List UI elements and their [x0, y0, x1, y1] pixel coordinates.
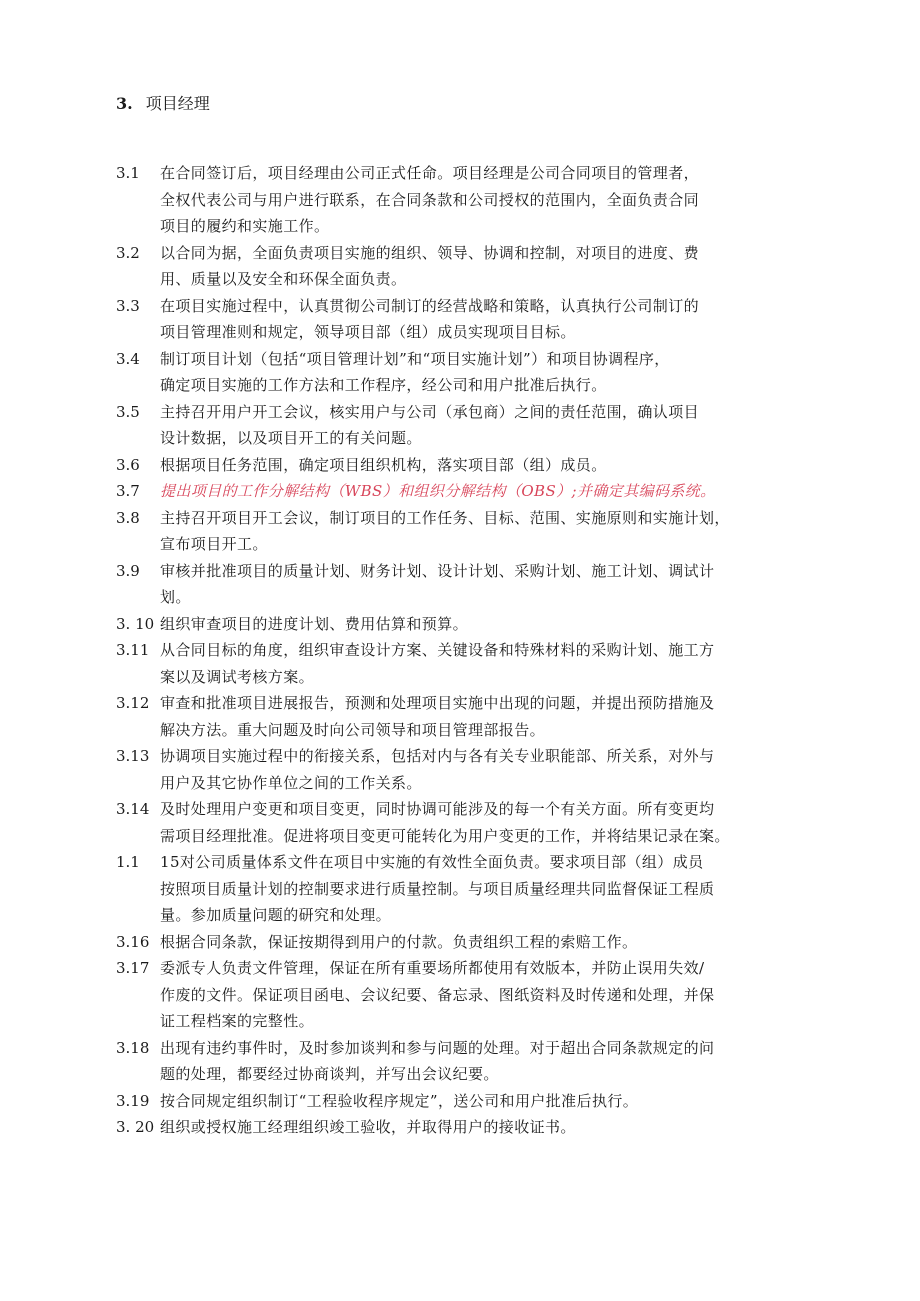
- item-text-line: 需项目经理批准。促进将项目变更可能转化为用户变更的工作，并将结果记录在案。: [160, 826, 730, 845]
- item-text-line: 审查和批准项目进展报告，预测和处理项目实施中出现的问题，并提出预防措施及: [160, 694, 715, 712]
- item-text-line: 解决方法。重大问题及时向公司领导和项目管理部报告。: [160, 720, 546, 739]
- duty-list: [116, 160, 826, 1141]
- item-number: 3.4: [116, 349, 140, 368]
- item-text-line: 出现有违约事件时，及时参加谈判和参与问题的处理。对于超出合同条款规定的问: [160, 1038, 715, 1057]
- item-text-line: 用、质量以及安全和环保全面负责。: [160, 270, 407, 288]
- item-text-line: 宣布项目开工。: [160, 535, 268, 553]
- item-text-line: 按照项目质量计划的控制要求进行质量控制。与项目质量经理共同监督保证工程质: [160, 879, 715, 898]
- list-item: [116, 558, 826, 611]
- item-number: 3.3: [116, 296, 140, 315]
- list-item: [116, 690, 826, 743]
- item-text-line: 根据项目任务范围，确定项目组织机构，落实项目部（组）成员。: [160, 455, 607, 474]
- list-item: [116, 1114, 826, 1141]
- item-text-line: 15对公司质量体系文件在项目中实施的有效性全面负责。要求项目部（组）成员: [160, 853, 704, 871]
- item-text-line: 从合同目标的角度，组织审查设计方案、关键设备和特殊材料的采购计划、施工方: [160, 641, 715, 659]
- list-item: [116, 452, 826, 479]
- item-text-line: 根据合同条款，保证按期得到用户的付款。负责组织工程的索赔工作。: [160, 932, 638, 951]
- list-item: [116, 637, 826, 690]
- list-item: [116, 240, 826, 293]
- list-item: [116, 346, 826, 399]
- item-text-line: 全权代表公司与用户进行联系，在合同条款和公司授权的范围内，全面负责合同: [160, 190, 700, 209]
- item-number: 3.13: [116, 747, 150, 765]
- list-item: [116, 160, 826, 240]
- item-number: 3. 10: [116, 614, 155, 633]
- list-item: [116, 1088, 826, 1115]
- list-item: [116, 611, 826, 638]
- item-text-line: 组织或授权施工经理组织竣工验收，并取得用户的接收证书。: [160, 1118, 576, 1136]
- list-item: [116, 849, 826, 929]
- item-text-line: 案以及调试考核方案。: [160, 667, 315, 686]
- item-text-line: 项目管理准则和规定，领导项目部（组）成员实现项目目标。: [160, 323, 576, 341]
- list-item: [116, 955, 826, 1035]
- item-text-line: 用户及其它协作单位之间的工作关系。: [160, 773, 422, 792]
- item-number: 3.5: [116, 402, 140, 421]
- list-item: [116, 796, 826, 849]
- item-text-line: 设计数据，以及项目开工的有关问题。: [160, 429, 422, 447]
- item-text-line: 证工程档案的完整性。: [160, 1012, 315, 1030]
- item-text-line: 协调项目实施过程中的衔接关系，包括对内与各有关专业职能部、所关系，对外与: [160, 747, 715, 765]
- item-text-line: 题的处理，都要经过协商谈判，并写出会议纪要。: [160, 1065, 499, 1083]
- list-item: [116, 743, 826, 796]
- item-number: 3.16: [116, 932, 150, 951]
- item-number: 3.7: [116, 482, 140, 500]
- item-text-line: 提出项目的工作分解结构（WBS）和组织分解结构（OBS）;并确定其编码系统。: [160, 482, 716, 500]
- item-text-line: 及时处理用户变更和项目变更，同时协调可能涉及的每一个有关方面。所有变更均: [160, 800, 715, 818]
- list-item: [116, 929, 826, 956]
- item-number: 3.1: [116, 164, 140, 182]
- item-number: 3. 20: [116, 1118, 155, 1136]
- item-number: 3.8: [116, 508, 140, 527]
- item-text-line: 审核并批准项目的质量计划、财务计划、设计计划、采购计划、施工计划、调试计: [160, 561, 715, 580]
- item-text-line: 作废的文件。保证项目函电、会议纪要、备忘录、图纸资料及时传递和处理，并保: [160, 985, 715, 1004]
- item-number: 3.18: [116, 1038, 150, 1057]
- item-number: 3.11: [116, 641, 150, 659]
- list-item: [116, 1035, 826, 1088]
- item-number: 3.2: [116, 243, 140, 262]
- item-number: 3.12: [116, 694, 150, 712]
- item-text-line: 委派专人负责文件管理，保证在所有重要场所都使用有效版本，并防止误用失效/: [160, 959, 705, 977]
- item-text-line: 确定项目实施的工作方法和工作程序，经公司和用户批准后执行。: [160, 376, 607, 394]
- section-number: 3.: [116, 94, 133, 113]
- item-number: 3.19: [116, 1091, 150, 1110]
- item-text-line: 制订项目计划（包括“项目管理计划”和“项目实施计划”）和项目协调程序，: [160, 349, 670, 368]
- item-number: 3.17: [116, 959, 150, 977]
- item-text-line: 项目的履约和实施工作。: [160, 217, 330, 235]
- item-text-line: 在项目实施过程中，认真贯彻公司制订的经营战略和策略，认真执行公司制订的: [160, 296, 700, 315]
- section-heading: [116, 92, 210, 116]
- item-text-line: 在合同签订后，项目经理由公司正式任命。项目经理是公司合同项目的管理者，: [160, 164, 700, 182]
- item-number: 3.9: [116, 561, 140, 580]
- list-item: [116, 399, 826, 452]
- list-item: [116, 478, 826, 505]
- list-item: [116, 505, 826, 558]
- item-number: 3.14: [116, 800, 150, 818]
- list-item: [116, 293, 826, 346]
- section-title: 项目经理: [145, 94, 210, 113]
- item-text-line: 按合同规定组织制订“工程验收程序规定”，送公司和用户批准后执行。: [160, 1091, 639, 1110]
- item-number: 3.6: [116, 455, 140, 474]
- item-text-line: 主持召开用户开工会议，核实用户与公司（承包商）之间的责任范围，确认项目: [160, 402, 700, 421]
- item-text-line: 组织审查项目的进度计划、费用估算和预算。: [160, 614, 469, 633]
- item-number: 1.1: [116, 853, 140, 871]
- item-text-line: 量。参加质量问题的研究和处理。: [160, 906, 392, 924]
- item-text-line: 主持召开项目开工会议，制订项目的工作任务、目标、范围、实施原则和实施计划，: [160, 508, 730, 527]
- item-text-line: 以合同为据，全面负责项目实施的组织、领导、协调和控制，对项目的进度、费: [160, 243, 700, 262]
- item-text-line: 划。: [160, 588, 191, 606]
